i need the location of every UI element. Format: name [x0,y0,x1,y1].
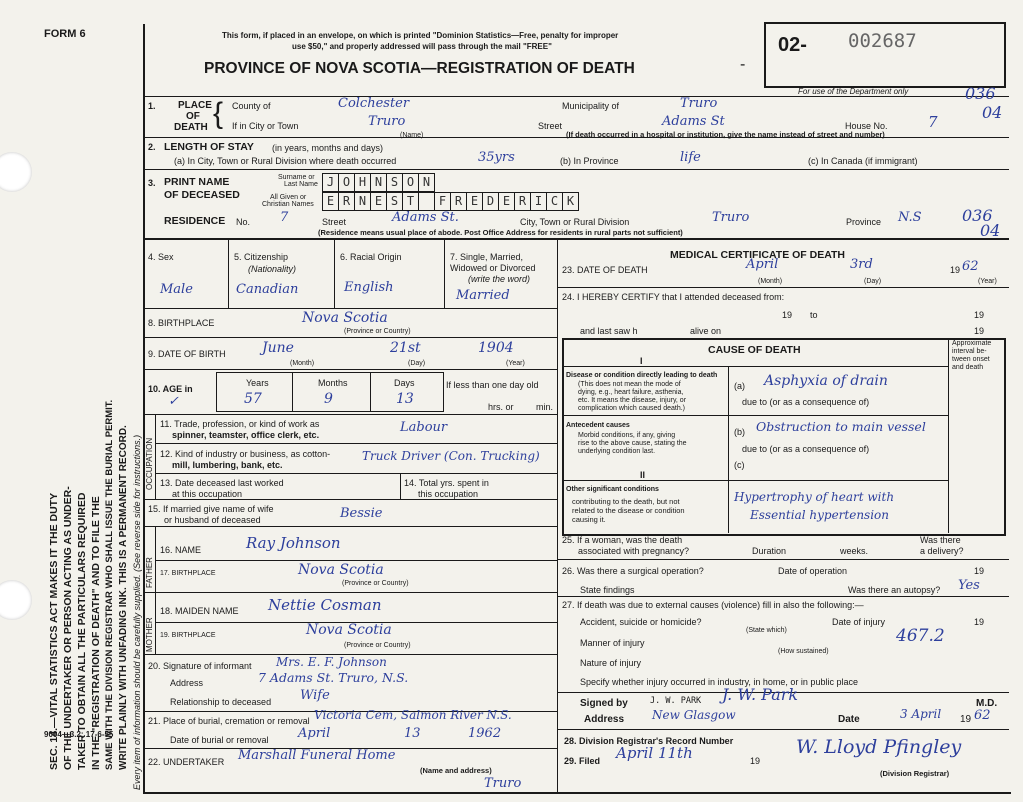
sidebar-line-7: Every item of information should be carefully supplied. (See reverse side for instructions.) [132,434,142,790]
street-value[interactable]: Adams St [662,114,725,129]
cause-a-value[interactable]: Asphyxia of drain [764,373,888,389]
form-number: FORM 6 [44,28,86,40]
autopsy-value[interactable]: Yes [958,578,980,593]
medical-title: MEDICAL CERTIFICATE OF DEATH [670,249,845,261]
letter-box: E [466,192,483,211]
header-note-1: This form, if placed in an envelope, on which is printed "Dominion Statistics—Free, penalty for improper [222,31,619,40]
industry-value[interactable]: Truck Driver (Con. Trucking) [362,449,540,463]
classification-code: 467.2 [896,626,945,646]
trade-value[interactable]: Labour [400,420,448,435]
letter-box: E [370,192,387,211]
other-condition-1[interactable]: Hypertrophy of heart with [734,490,895,504]
letter-box: R [450,192,467,211]
age-years-value[interactable]: 57 [244,391,262,407]
death-month-value[interactable]: April [746,257,779,272]
letter-box [418,192,435,211]
letter-box: S [386,192,403,211]
stay-city-value[interactable]: 35yrs [478,150,515,165]
sidebar-line-3: TAKER TO OBTAIN ALL THE PARTICULARS REQUIRED [76,492,88,770]
letter-box: N [370,173,387,192]
form-title: PROVINCE OF NOVA SCOTIA—REGISTRATION OF DEATH [204,60,635,77]
letter-box: D [482,192,499,211]
burial-day-value[interactable]: 13 [404,726,421,741]
father-name-value[interactable]: Ray Johnson [246,534,341,552]
sidebar-line-2: OF THE UNDERTAKER OR PERSON ACTING AS UNDER- [62,486,74,770]
cause-b-value[interactable]: Obstruction to main vessel [756,419,926,434]
sidebar-line-5: SAME WITH THE DIVISION REGISTRAR WHO SHALL ISSUE THE BURIAL PERMIT. [104,399,115,770]
letter-box: T [402,192,419,211]
racial-origin-value[interactable]: English [344,280,394,295]
other-condition-2[interactable]: Essential hypertension [750,508,890,522]
stay-province-value[interactable]: life [680,150,701,165]
dob-day-value[interactable]: 21st [390,340,421,356]
citizenship-value[interactable]: Canadian [236,282,299,297]
residence-province-value[interactable]: N.S [898,210,922,225]
marital-status-value[interactable]: Married [456,288,510,303]
certificate-year-value[interactable]: 62 [974,708,991,723]
department-use-label: For use of the Department only [798,87,909,96]
spouse-value[interactable]: Bessie [340,506,383,521]
city-value[interactable]: Truro [368,114,406,129]
dept-code-2: 04 [982,103,1003,122]
footer-code: 9004—3.2: 17-6-55 [44,730,114,739]
informant-address[interactable]: 7 Adams St. Truro, N.S. [258,670,409,685]
municipality-value[interactable]: Truro [680,96,718,111]
letter-box: R [338,192,355,211]
punch-hole-bottom [0,580,32,620]
letter-box: F [434,192,451,211]
letter-box: I [530,192,547,211]
mother-maiden-value[interactable]: Nettie Cosman [268,596,382,614]
undertaker-value[interactable]: Marshall Funeral Home [238,748,396,763]
age-days-value[interactable]: 13 [396,391,414,407]
registration-prefix: 02- [778,34,807,56]
county-value[interactable]: Colchester [338,96,410,111]
house-value[interactable]: 7 [928,113,938,131]
certificate-date-value[interactable]: 3 April [900,707,942,721]
informant-relationship[interactable]: Wife [300,688,330,703]
mother-birthplace-value[interactable]: Nova Scotia [306,622,392,638]
registration-number: 002687 [848,30,917,52]
father-birthplace-value[interactable]: Nova Scotia [298,562,384,578]
death-day-value[interactable]: 3rd [850,257,873,272]
letter-box: E [498,192,515,211]
informant-signature[interactable]: Mrs. E. F. Johnson [276,655,387,669]
letter-box: E [322,192,339,211]
header-note-2: use $50," and properly addressed will pass through the mail "FREE" [292,42,552,51]
sidebar-line-4: IN THE "REGISTRATION OF DEATH" AND TO FILE THE [90,496,102,770]
given-name-boxes[interactable] [322,192,578,211]
age-months-value[interactable]: 9 [324,391,333,407]
letter-box: H [354,173,371,192]
physician-printed-name: J. W. PARK [650,696,702,706]
residence-city-value[interactable]: Truro [712,210,750,225]
letter-box: O [338,173,355,192]
sex-value[interactable]: Male [160,282,193,297]
dob-year-value[interactable]: 1904 [478,340,514,356]
letter-box: N [354,192,371,211]
dob-month-value[interactable]: June [262,340,294,356]
residence-no-value[interactable]: 7 [280,210,289,225]
death-year-value[interactable]: 62 [962,259,979,274]
filed-date-value[interactable]: April 11th [616,744,693,762]
letter-box: O [402,173,419,192]
letter-box: C [546,192,563,211]
dept-code-1: 036 [965,84,996,103]
physician-signature[interactable]: J. W. Park [722,685,799,704]
burial-place-value[interactable]: Victoria Cem, Salmon River N.S. [314,708,512,722]
letter-box: K [562,192,579,211]
sidebar-line-1: SEC. 14.—VITAL STATISTICS ACT MAKES IT THE DUTY [48,492,60,770]
burial-year-value[interactable]: 1962 [468,726,502,741]
letter-box: N [418,173,435,192]
undertaker-town[interactable]: Truro [484,776,522,791]
letter-box: J [322,173,339,192]
letter-box: S [386,173,403,192]
residence-street-value[interactable]: Adams St. [392,210,459,225]
registrar-signature[interactable]: W. Lloyd Pfingley [796,736,962,758]
birthplace-value[interactable]: Nova Scotia [302,310,388,326]
punch-hole-top [0,152,32,192]
burial-month-value[interactable]: April [298,726,331,741]
physician-address[interactable]: New Glasgow [652,708,736,722]
letter-box: R [514,192,531,211]
sidebar-line-6: WRITE PLAINLY WITH UNFADING INK. THIS IS A PERMANENT RECORD. [118,425,129,770]
surname-boxes[interactable] [322,173,434,192]
